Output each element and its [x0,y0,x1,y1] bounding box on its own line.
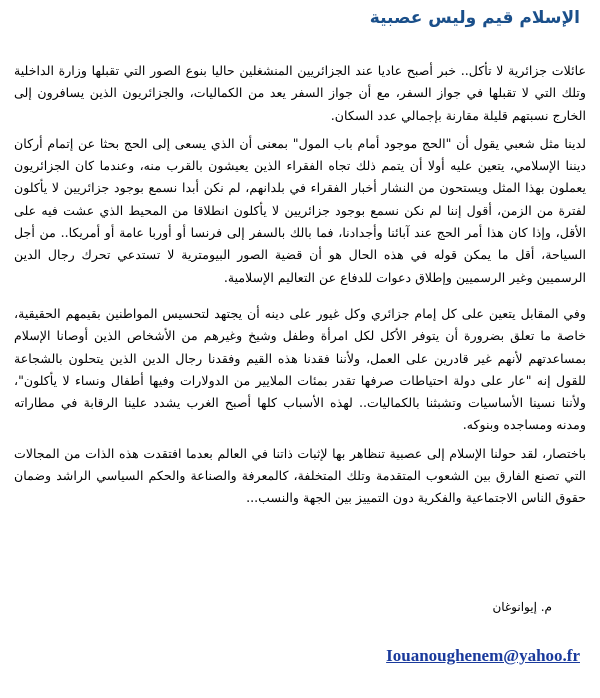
author-signature: م. إيوانوغان [492,600,552,614]
paragraph-3: وفي المقابل يتعين على كل إمام جزائري وكل غيور على دينه أن يجتهد لتحسيس المواطنين بقيمهم الحقيقية، خاصة ما تعلق بضرورة أن يتوفر الأكل لكل امرأة وطفل وشيخ وغيرهم من الأشخاص الذين أوصانا الإسلام بمساعدتهم لأنهم غير قادرين على العمل، ولأننا فقدنا هذه القيم وفقدنا رجال الدين الذين يتحلون بالشجاعة للقول إنه "عار على دولة احتياطات صرفها تقدر بمئات الملايير من الدولارات وفيها أطفال ونساء لا يأكلون"، ولأننا نسينا الأساسيات وتشبثنا بالكماليات.. لهذه الأسباب كلها أصبح الغرب يشدد علينا الرقابة في مطاراته ومدنه ومساجده وبنوكه. [14,305,586,433]
article-body [14,60,586,516]
paragraph-4: باختصار، لقد حولنا الإسلام إلى عصبية تنظاهر بها لإثبات ذاتنا في العالم بعدما افتقدت هذه الذات من المجالات التي تصنع الفارق بين الشعوب المتقدمة وتلك المتخلفة، كالمعرفة والصناعة والحكم السياسي الراشد وضمان حقوق الناس الاجتماعية والفكرية دون التمييز بين الجهة والنسب... [14,445,586,506]
paragraph-2: لدينا مثل شعبي يقول أن "الحج موجود أمام باب المول" بمعنى أن الذي يسعى إلى الحج بحثا عن إتمام أركان ديننا الإسلامي، يتعين عليه أولا أن يتمم ذلك تجاه الفقراء الذين يعيشون بالقرب منه، وعندما كان الجزائريون يعملون بهذا المثل ويستحون من النشار أخبار الفقراء في بلدانهم، لم نكن أبدا نسمع بوجود جزائريين لا يأكلون لفترة من الزمن، أقول إننا لم نكن نسمع بوجود جزائريين لا يأكلون انطلاقا من المحيط الذي عشت فيه على الأقل، وإذا كان هذا أمر الحج عند آبائنا وأجدادنا، فما بالك بالسفر إلى فرنسا أو أوربا عامة أو أمريكا.. من أجل السياحة، أقل ما يمكن قوله في هذه الحال هو أن قضية الصور البيومترية لا تستدعي تحرك رجال الدين الرسميين وغير الرسميين وإطلاق دعوات للدفاع عن التعاليم الإسلامية. [14,135,586,285]
author-email-link[interactable]: Iouanoughenem@yahoo.fr [386,646,580,665]
paragraph-1: عائلات جزائرية لا تأكل.. خبر أصبح عاديا عند الجزائريين المنشغلين حاليا بنوع الصور التي تقبلها وزارة الداخلية وتلك التي لا تقبلها في جواز السفر، مع أن جواز السفر يعد من الكماليات، والجزائريون الذين يسافرون إلى الخارج نسبتهم قليلة مقارنة بإجمالي عدد السكان. [14,63,586,123]
article-title: الإسلام قيم وليس عصبية [369,8,580,28]
